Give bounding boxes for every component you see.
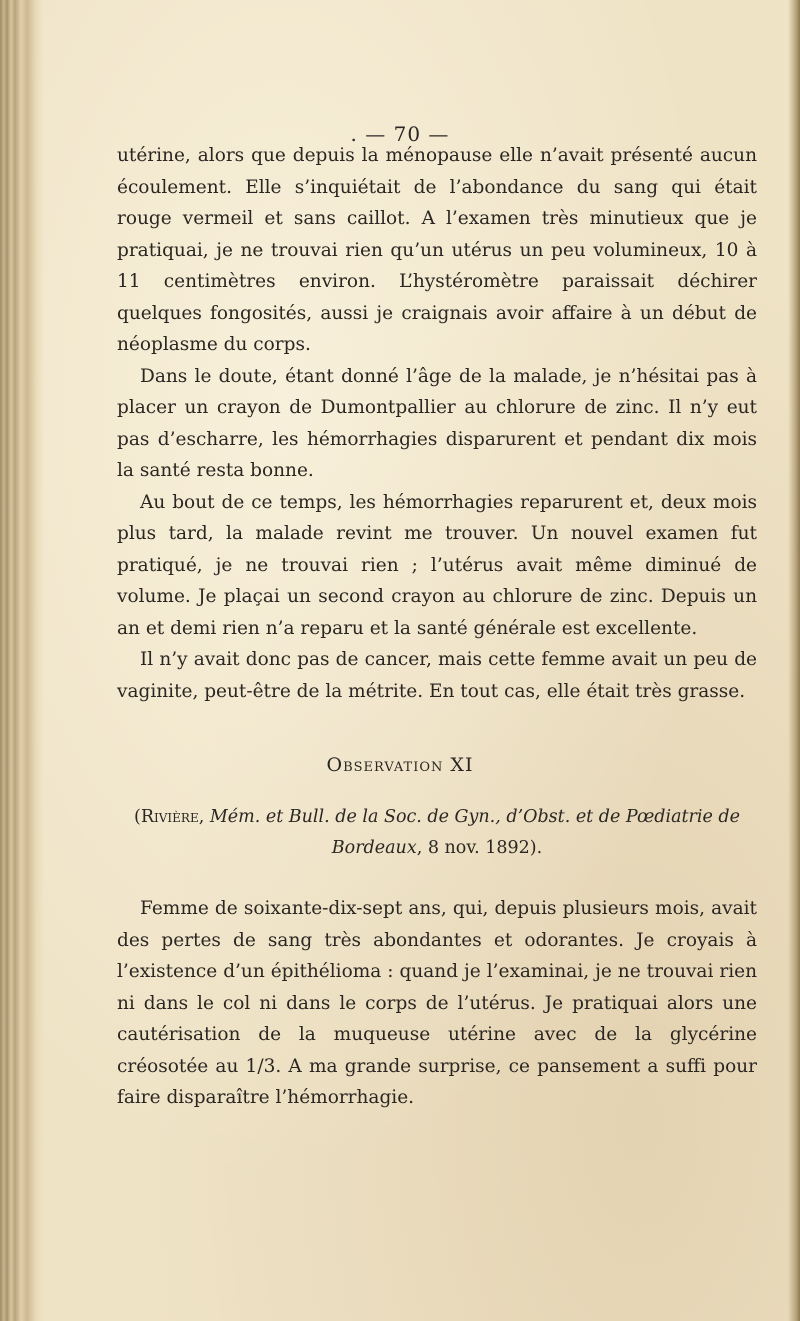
citation: (Rivière, Mém. et Bull. de la Soc. de Gyn., d’Obst. et de Pœdiatrie de Bordeaux, 8 nov. 1892).	[134, 807, 740, 858]
citation-author: Rivière	[140, 807, 199, 827]
observation-heading: Observation XI	[326, 754, 474, 776]
citation-work: Mém. et Bull. de la Soc. de Gyn., d’Obst. et de Pœdiatrie de Bordeaux	[209, 807, 740, 858]
body-text-top	[117, 140, 757, 707]
page-binding-edge	[0, 0, 44, 1321]
page-number: . — 70 —	[350, 122, 450, 146]
citation-date: , 8 nov. 1892).	[416, 838, 543, 858]
paragraph: Il n’y avait donc pas de cancer, mais cette femme avait un peu de vaginite, peut-être de la métrite. En tout cas, elle était très grasse.	[117, 649, 757, 702]
paragraph: Au bout de ce temps, les hémorrhagies reparurent et, deux mois plus tard, la malade revint me trouver. Un nouvel examen fut pratiqué, je ne trouvai rien ; l’utérus avait même diminué de volume. Je plaçai un second crayon au chlorure de zinc. Depuis un an et demi rien n’a reparu et la santé générale est excellente.	[117, 491, 757, 639]
paragraph: Femme de soixante-dix-sept ans, qui, depuis plusieurs mois, avait des pertes de sang très abondantes et odorantes. Je croyais à l’existence d’un épithélioma : quand je l’examinai, je ne trouvai rien ni dans le col ni dans le corps de l’utérus. Je pratiquai alors une cautérisation de la muqueuse utérine avec de la glycérine créosotée au 1/3. A ma grande surprise, ce pansement a suffi pour faire disparaître l’hémorrhagie.	[117, 898, 757, 1108]
paragraph: Dans le doute, étant donné l’âge de la malade, je n’hésitai pas à placer un crayon de Dumontpallier au chlorure de zinc. Il n’y eut pas d’escharre, les hémorrhagies disparurent et pendant dix mois la santé resta bonne.	[117, 365, 757, 481]
page-right-edge	[788, 0, 800, 1321]
paragraph: utérine, alors que depuis la ménopause elle n’avait présenté aucun écoulement. Elle s’inquiétait de l’abondance du sang qui était rouge vermeil et sans caillot. A l’examen très minutieux que je pratiquai, je ne trouvai rien qu’un utérus un peu volumineux, 10 à 11 centimètres environ. L’hystéromètre paraissait déchirer quelques fongosités, aussi je craignais avoir affaire à un début de néoplasme du corps.	[117, 145, 757, 355]
body-text-bottom	[117, 893, 757, 1114]
